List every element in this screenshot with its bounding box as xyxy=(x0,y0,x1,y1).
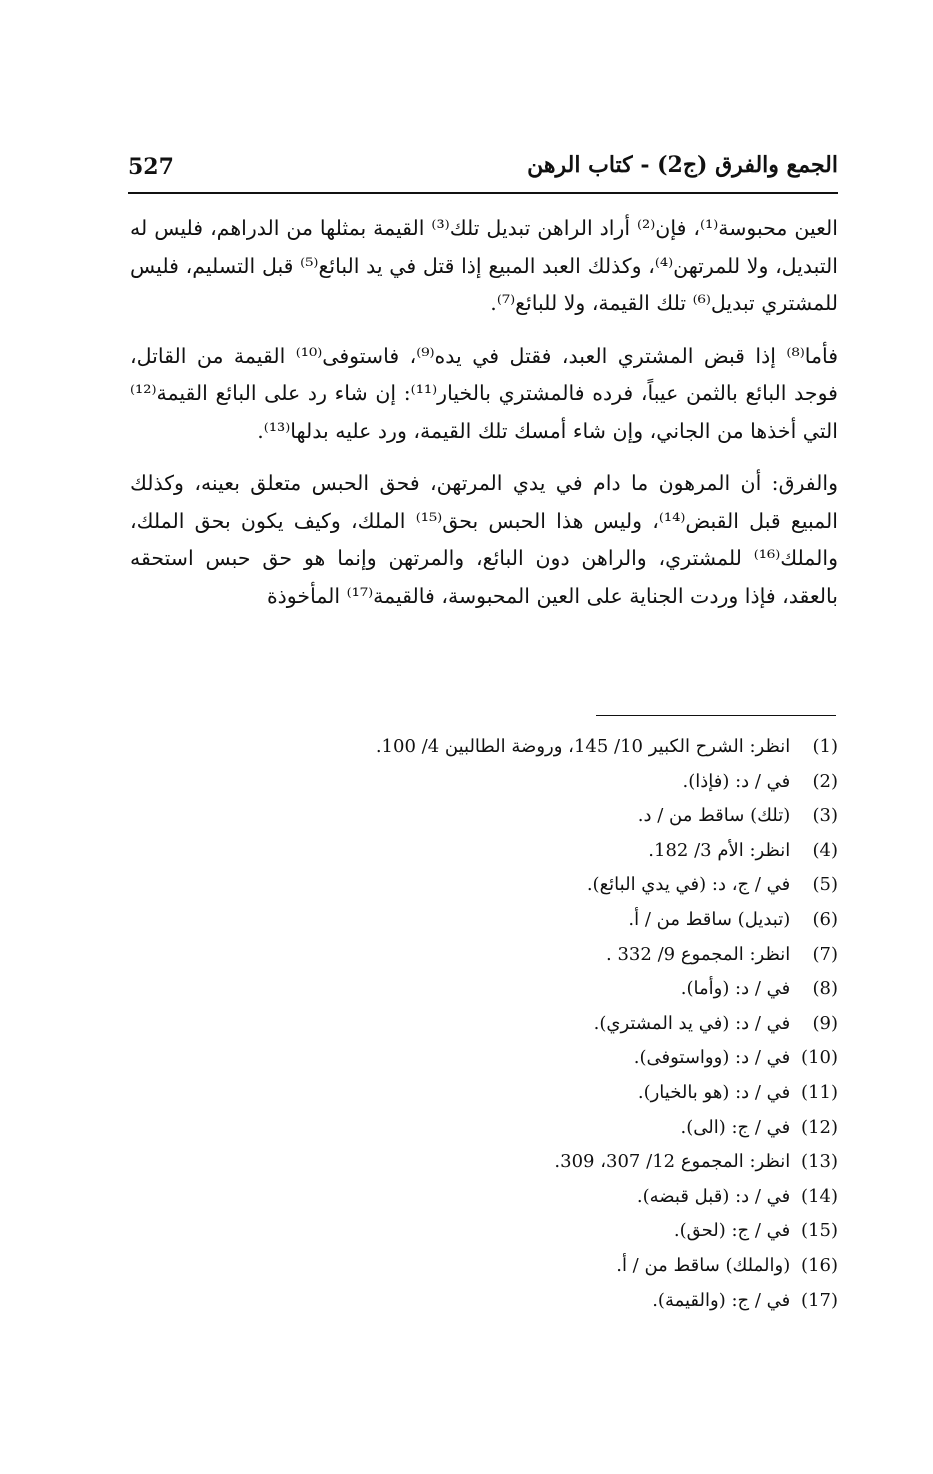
footnote-number: (8) xyxy=(812,978,838,1000)
footnote-7 xyxy=(300,938,838,973)
footnote-text: انظر: الشرح الكبير 10/ 145، وروضة الطالبين 4/ 100. xyxy=(375,736,791,757)
footnote-number: (16) xyxy=(801,1254,838,1276)
footnote-1 xyxy=(300,730,838,765)
page-number: 527 xyxy=(128,154,174,180)
running-title: الجمع والفرق (ج2) - كتاب الرهن xyxy=(527,152,838,178)
footnote-text: في / ج: (لحق). xyxy=(673,1220,791,1242)
footnote-text: انظر: المجموع 9/ 332 . xyxy=(606,943,791,965)
footnote-14 xyxy=(300,1180,838,1215)
footnote-16 xyxy=(300,1249,838,1284)
footnote-11 xyxy=(300,1076,838,1111)
footnote-text: في / د: (وأما). xyxy=(680,978,791,1000)
footnote-number: (17) xyxy=(801,1289,838,1311)
paragraph-1: العين محبوسة⁽¹⁾، فإن⁽²⁾ أراد الراهن تبديل تلك⁽³⁾ القيمة بمثلها من الدراهم، فليس له التبديل، ولا للمرتهن⁽⁴⁾، وكذلك العبد المبيع إذا قتل في يد البائع⁽⁵⁾ قبل التسليم، فليس للمشتري تبديل⁽⁶⁾ تلك القيمة، ولا للبائع⁽⁷⁾. xyxy=(130,216,838,315)
footnote-13 xyxy=(300,1145,838,1180)
footnote-number: (14) xyxy=(801,1185,838,1207)
footnote-text: (والملك) ساقط من / أ. xyxy=(616,1254,791,1276)
footnote-3 xyxy=(300,799,838,834)
footnote-number: (6) xyxy=(812,908,838,930)
footnote-number: (4) xyxy=(812,839,838,861)
footnote-2 xyxy=(300,765,838,800)
footnote-number: (15) xyxy=(801,1220,838,1242)
main-text xyxy=(130,210,838,615)
footnote-text: انظر: الأم 3/ 182. xyxy=(648,839,791,861)
footnote-8 xyxy=(300,972,838,1007)
footnotes-list xyxy=(300,730,838,1318)
paragraph-2: فأما⁽⁸⁾ إذا قبض المشتري العبد، فقتل في يده⁽⁹⁾، فاستوفى⁽¹⁰⁾ القيمة من القاتل، فوجد البائع بالثمن عيباً، فرده فالمشتري بالخيار⁽¹¹⁾: إن شاء رد على البائع القيمة⁽¹²⁾ التي أخذها من الجاني، وإن شاء أمسك تلك القيمة، ورد عليه بدلها⁽¹³⁾. xyxy=(130,343,838,443)
footnote-text: في / ج، د: (في يدي البائع). xyxy=(586,874,791,896)
footnote-text: (تلك) ساقط من / د. xyxy=(637,805,791,827)
footnote-number: (11) xyxy=(801,1081,838,1103)
footnote-text: في / د: (هو بالخيار). xyxy=(637,1081,791,1103)
footnote-number: (3) xyxy=(812,805,838,827)
page-header xyxy=(128,150,838,200)
footnote-17 xyxy=(300,1284,838,1319)
footnote-number: (2) xyxy=(812,770,838,792)
footnote-number: (1) xyxy=(812,736,838,757)
footnote-text: في / ج: (الى). xyxy=(680,1116,791,1138)
footnote-number: (7) xyxy=(812,943,838,965)
footnote-number: (13) xyxy=(801,1151,838,1173)
paragraph-3: والفرق: أن المرهون ما دام في يدي المرتهن، فحق الحبس متعلق بعينه، وكذلك المبيع قبل القبض⁽¹⁴⁾، وليس هذا الحبس بحق⁽¹⁵⁾ الملك، وكيف يكون بحق الملك، والملك⁽¹⁶⁾ للمشتري، والراهن دون البائع، والمرتهن وإنما هو حق حبس استحقه بالعقد، فإذا وردت الجناية على العين المحبوسة، فالقيمة⁽¹⁷⁾ المأخوذة xyxy=(130,471,838,608)
footnote-divider xyxy=(596,715,836,716)
footnote-6 xyxy=(300,903,838,938)
footnote-text: انظر: المجموع 12/ 307، 309. xyxy=(554,1151,791,1173)
footnote-text: (تبديل) ساقط من / أ. xyxy=(628,908,791,930)
footnote-text: في / د: (قبل قبضه). xyxy=(636,1185,791,1207)
footnote-text: في / د: (وواستوفى). xyxy=(633,1047,791,1069)
footnote-number: (5) xyxy=(812,874,838,896)
footnote-text: في / ج: (والقيمة). xyxy=(652,1289,791,1311)
footnote-4 xyxy=(300,834,838,869)
footnote-text: في / د: (في يد المشتري). xyxy=(593,1012,791,1034)
footnote-10 xyxy=(300,1041,838,1076)
footnote-number: (10) xyxy=(801,1047,838,1069)
footnote-number: (12) xyxy=(801,1116,838,1138)
footnote-5 xyxy=(300,868,838,903)
footnote-9 xyxy=(300,1007,838,1042)
header-divider xyxy=(128,192,838,194)
footnote-15 xyxy=(300,1214,838,1249)
footnote-text: في / د: (فإذا). xyxy=(682,770,791,792)
footnote-12 xyxy=(300,1111,838,1146)
footnote-number: (9) xyxy=(812,1012,838,1034)
